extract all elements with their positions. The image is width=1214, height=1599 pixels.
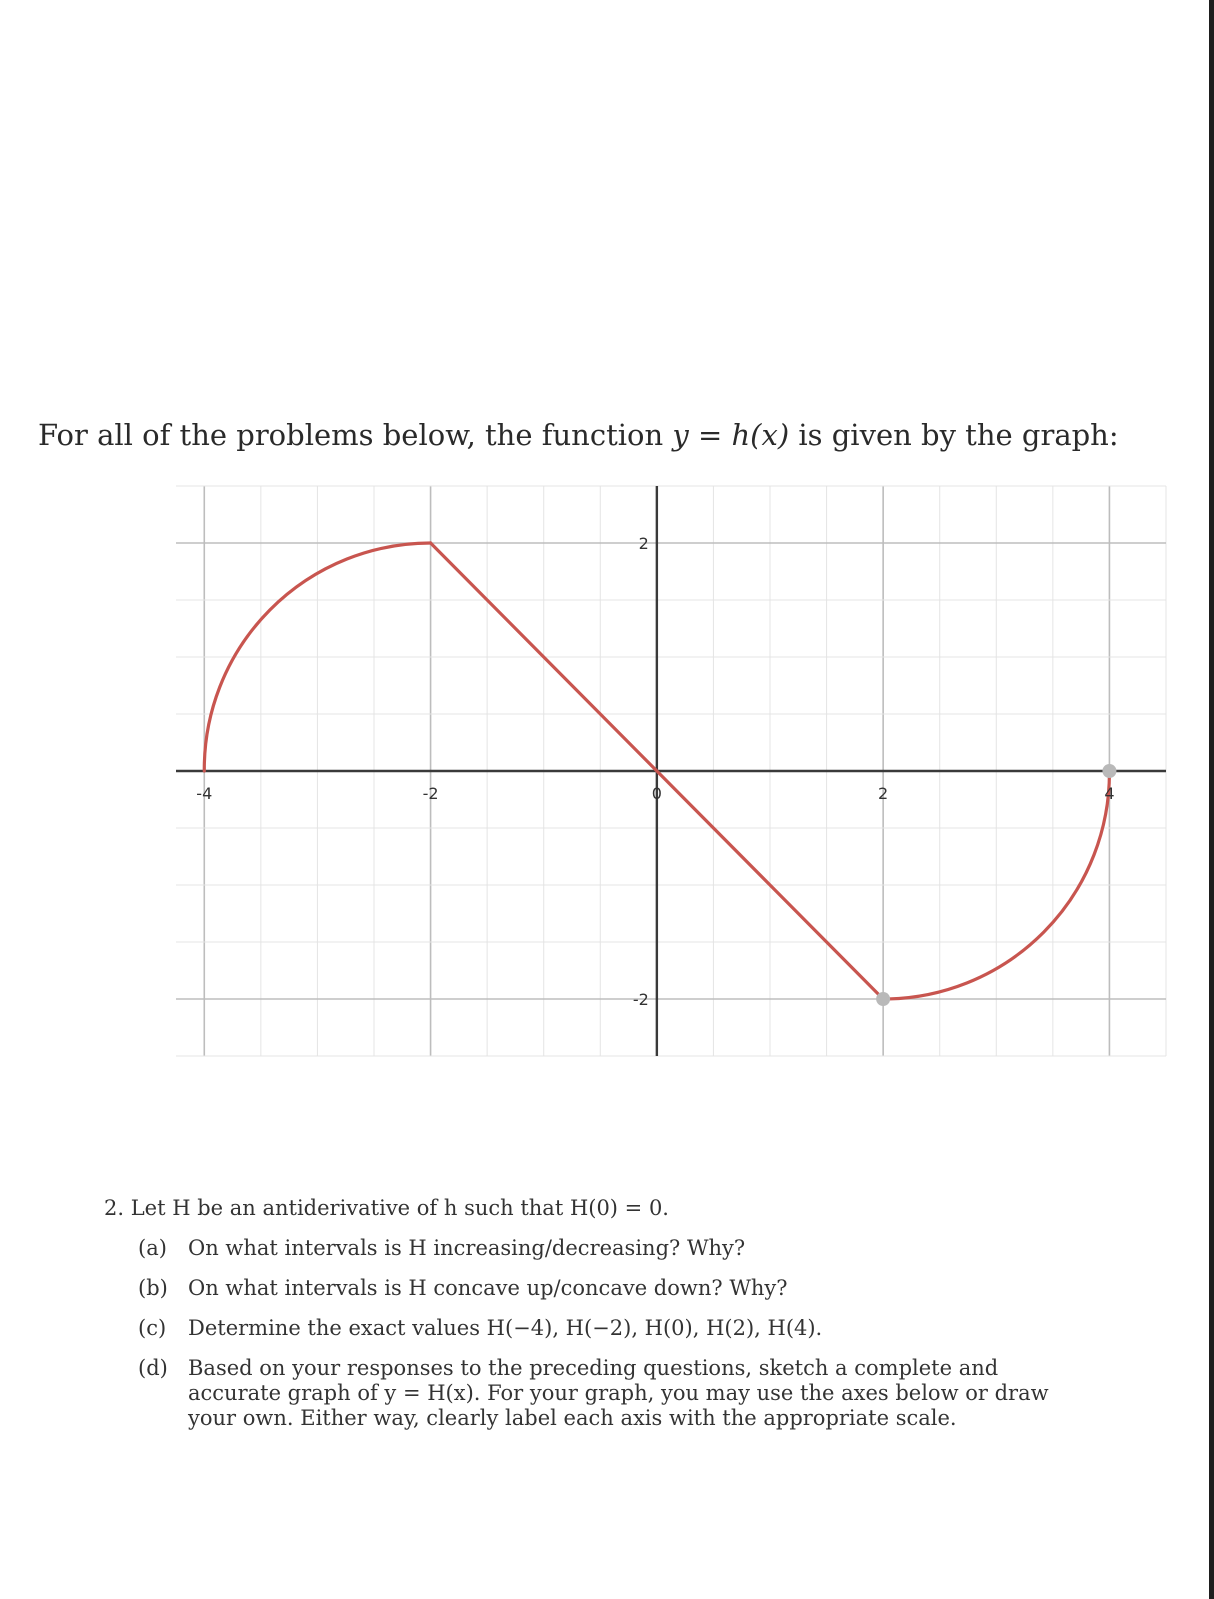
intro-tail: is given by the graph: [798,418,1119,452]
question-part-a [138,1236,1104,1261]
part-text: On what intervals is H concave up/concave down? Why? [188,1276,788,1300]
part-text: On what intervals is H increasing/decreasing? Why? [188,1236,746,1260]
intro-sentence [38,418,1119,452]
question-2-stem: 2. Let H be an antiderivative of h such that H(0) = 0. [104,1196,669,1220]
y-tick-label: 2 [638,534,649,553]
question-part-b [138,1276,1104,1301]
y-tick-label: -2 [632,990,649,1009]
part-text: Determine the exact values H(−4), H(−2), H(0), H(2), H(4). [188,1316,823,1340]
x-tick-label: -4 [196,784,213,803]
marked-point [876,992,890,1006]
question-2 [104,1196,1104,1446]
axes [176,486,1166,1056]
part-label: (a) [138,1236,167,1260]
marked-point [1102,764,1116,778]
x-tick-label: 4 [1104,784,1115,803]
x-tick-label: 2 [878,784,889,803]
x-tick-label: -2 [422,784,439,803]
intro-lead: For all of the problems below, the function [38,418,664,452]
question-part-c [138,1316,1104,1341]
question-part-d [138,1356,1104,1431]
x-tick-label: 0 [651,784,662,803]
part-label: (b) [138,1276,168,1300]
part-text: Based on your responses to the preceding questions, sketch a complete and accurate graph of y = H(x). For your graph, you may use the axes below or draw your own. Either way, clearly label each axis with the appropriate scale. [188,1356,1049,1430]
page-edge [1209,0,1214,1599]
graph-h [176,486,1166,1056]
part-label: (c) [138,1316,167,1340]
part-label: (d) [138,1356,168,1380]
intro-math: y = h(x) [672,418,790,452]
